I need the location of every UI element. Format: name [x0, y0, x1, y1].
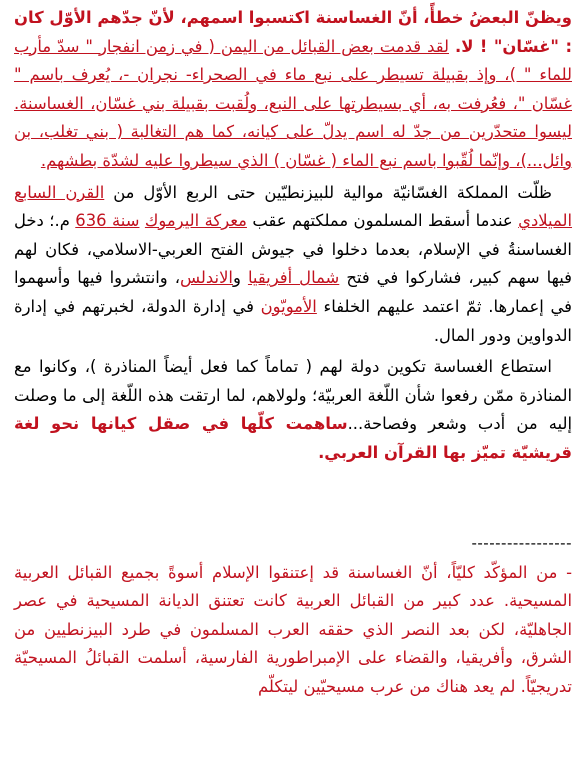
- text-segment: م.؛ دخل الغساسنةُ في الإسلام، بعدما دخلوا في جيوش الفتح العربي-الاسلامي، فكان لهم فيها سهم كبير، فشاركوا في فتح: [14, 211, 572, 288]
- blank-space: [14, 471, 572, 527]
- paragraph-ghassan-name-origin: [14, 4, 572, 176]
- link-andalus[interactable]: الاندلس: [180, 268, 233, 288]
- paragraph-red-text: - من المؤكّد كليّاً، أنّ الغساسنة قد إعتنقوا الإسلام أسوةً بجميع القبائل العربية المسيحية. عدد كبير من القبائل العربية كانت تعتنق الديانة المسيحية في عصر الجاهليّة، لكن بعد النصر الذي حققه العرب المسلمون في طرد البيزنطيين من الشرق، وأفريقيا، والقضاء على الإمبراطورية الفارسية، أسلمت القبائلُ المسيحيّة تدريجيّاً. لم يعد هناك من عرب مسيحيّين ليتكلّم: [14, 562, 572, 696]
- link-umayyads[interactable]: الأمويّون: [260, 296, 317, 316]
- link-year-636[interactable]: سنة 636: [75, 211, 140, 231]
- bold-red-conclusion: ساهمت كلّها في صقل كيانها نحو لغة قريشيّة تميّز بها القرآن العربي.: [14, 414, 572, 462]
- separator-line: -----------------: [471, 533, 572, 552]
- text-segment: في إدارة الدولة، لخبرتهم في إدارة الدواوين ودور المال.: [14, 296, 572, 345]
- text-segment: استطاع الغساسة تكوين دولة لهم ( تماماً كما فعل أيضاً المناذرة )، وكانوا مع المناذرة ممّن رفعوا شأن اللّغة العربيّة؛ ولولاهم، لما ارتقت هذه اللّغة إلى ما وصلت إليه من أدب وشعر وفصاحة...: [14, 357, 572, 434]
- text-segment: عندما أسقط المسلمون مملكتهم عقب: [252, 211, 513, 231]
- link-north-africa[interactable]: شمال أفريقيا: [247, 268, 340, 288]
- paragraph-red-underlined-text: لقد قدمت بعض القبائل من اليمن ( في زمن انفجار " سدّ مأرب للماء " )، وإذ بقبيلة تسيطر على نبع ماء في الصحراء- نجران -، يُعرف باسم " غسّان "، فعُرفت به، أي بسيطرتها على النبع، ولُقبت بقبيلة بني غسّان، الغساسنة. ليسوا متحدّرين من جدّ له اسم يدلّ على كيانه، كما هم التغالبة ( بني تغلب، بن وائل...)، وإنّما لُقّبوا باسم نبع الماء ( غسّان ) الذي سيطروا عليه لشدّة بطشهم.: [14, 36, 572, 170]
- paragraph-conversion-to-islam: [14, 559, 572, 702]
- text-segment: و: [233, 268, 241, 288]
- link-seventh-century[interactable]: القرن السابع الميلادي: [14, 182, 573, 231]
- paragraph-arabic-language: [14, 353, 572, 467]
- paragraph-ghassanid-kingdom: [14, 179, 572, 351]
- text-segment: ، وانتشروا فيها وأسهموا في إعمارها. ثمّ اعتمد عليهم الخلفاء: [14, 268, 573, 316]
- text-segment: ظلّت المملكة الغسّانيّة موالية للبيزنطيّين حتى الربع الأوّل من: [113, 182, 552, 202]
- link-battle-of-yarmouk[interactable]: معركة اليرموك: [144, 211, 247, 231]
- paragraph-lead-text: ويظنّ البعضُ خطأً، أنّ الغساسنة اكتسبوا اسمهم، لأنّ جدّهم الأوّل كان : "غسّان" ! لا.: [14, 8, 573, 56]
